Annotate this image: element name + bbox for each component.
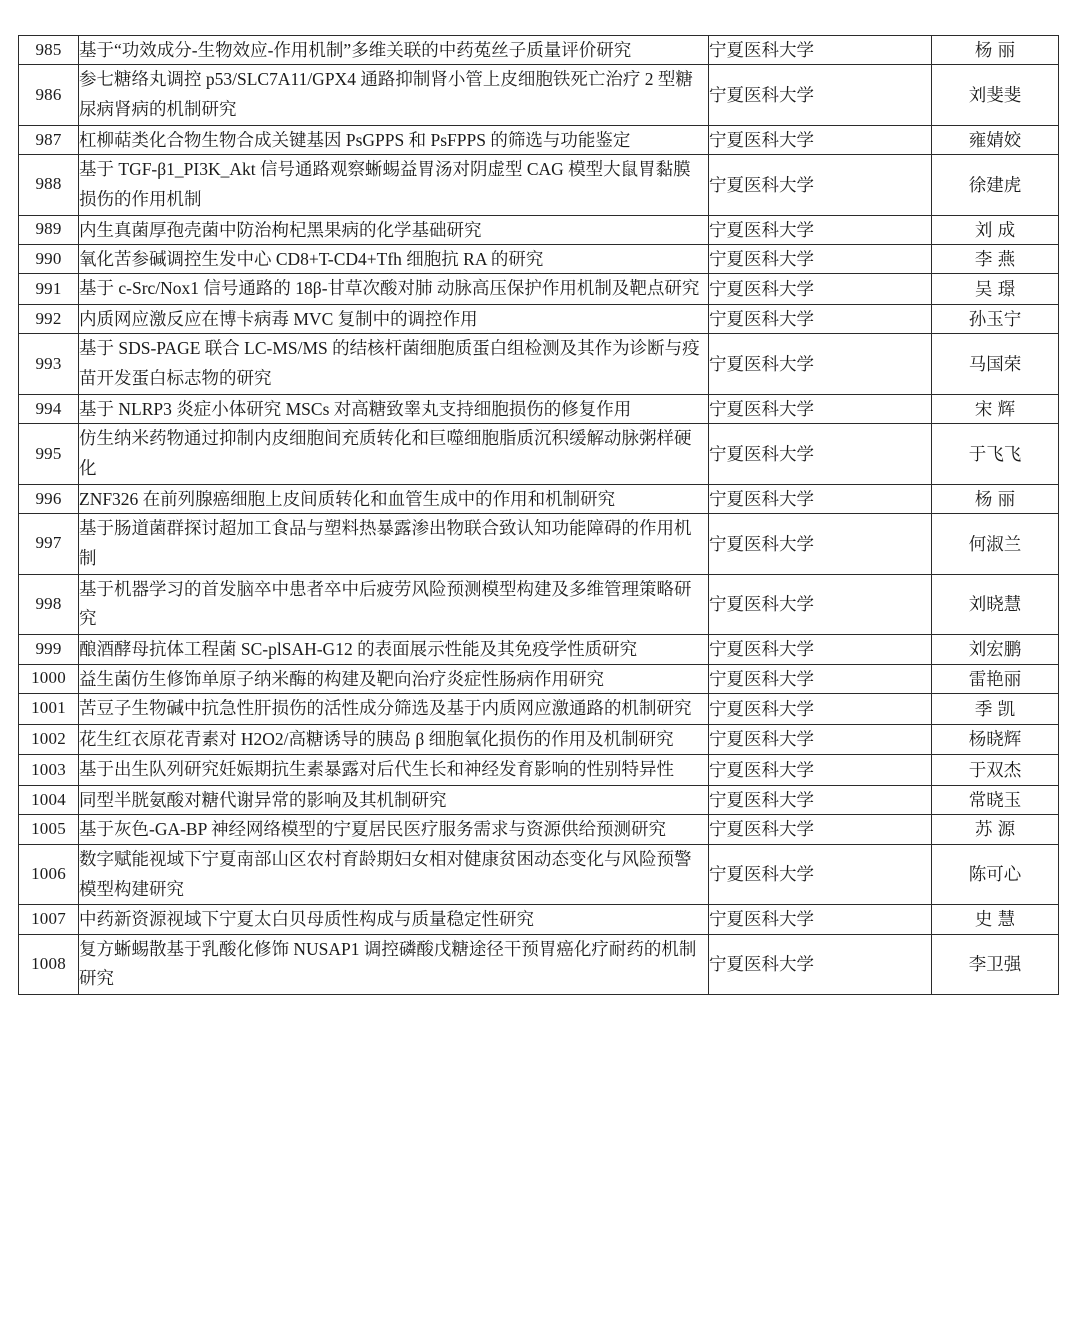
project-title-cell: 苦豆子生物碱中抗急性肝损伤的活性成分筛选及基于内质网应激通路的机制研究: [79, 693, 709, 724]
row-number-cell: 1004: [19, 786, 79, 815]
row-number-cell: 986: [19, 65, 79, 126]
project-leader-cell: 何淑兰: [932, 514, 1059, 575]
row-number-cell: 1002: [19, 724, 79, 755]
table-row: [19, 514, 1059, 575]
project-title-cell: 基于灰色-GA-BP 神经网络模型的宁夏居民医疗服务需求与资源供给预测研究: [79, 815, 709, 844]
applicant-organization-cell: 宁夏医科大学: [709, 786, 932, 815]
table-body: [19, 36, 1059, 995]
project-leader-cell: 徐建虎: [932, 155, 1059, 216]
project-leader-cell: 刘成: [932, 215, 1059, 244]
project-leader-cell: 季凯: [932, 693, 1059, 724]
applicant-organization-cell: 宁夏医科大学: [709, 844, 932, 905]
applicant-organization-cell: 宁夏医科大学: [709, 125, 932, 154]
project-title-cell: 中药新资源视域下宁夏太白贝母质性构成与质量稳定性研究: [79, 905, 709, 934]
project-leader-cell: 雷艳丽: [932, 664, 1059, 693]
applicant-organization-cell: 宁夏医科大学: [709, 905, 932, 934]
row-number-cell: 988: [19, 155, 79, 216]
project-title-cell: 基于 NLRP3 炎症小体研究 MSCs 对高糖致睾丸支持细胞损伤的修复作用: [79, 394, 709, 423]
row-number-cell: 987: [19, 125, 79, 154]
row-number-cell: 1005: [19, 815, 79, 844]
project-title-cell: 内质网应激反应在博卡病毒 MVC 复制中的调控作用: [79, 305, 709, 334]
project-leader-cell: 刘晓慧: [932, 574, 1059, 635]
applicant-organization-cell: 宁夏医科大学: [709, 514, 932, 575]
project-title-cell: 同型半胱氨酸对糖代谢异常的影响及其机制研究: [79, 786, 709, 815]
table-row: [19, 484, 1059, 513]
project-title-cell: 基于机器学习的首发脑卒中患者卒中后疲劳风险预测模型构建及多维管理策略研究: [79, 574, 709, 635]
row-number-cell: 990: [19, 245, 79, 274]
applicant-organization-cell: 宁夏医科大学: [709, 334, 932, 395]
row-number-cell: 991: [19, 274, 79, 305]
row-number-cell: 994: [19, 394, 79, 423]
project-title-cell: 基于肠道菌群探讨超加工食品与塑料热暴露渗出物联合致认知功能障碍的作用机制: [79, 514, 709, 575]
project-title-cell: ZNF326 在前列腺癌细胞上皮间质转化和血管生成中的作用和机制研究: [79, 484, 709, 513]
project-title-cell: 杠柳萜类化合物生物合成关键基因 PsGPPS 和 PsFPPS 的筛选与功能鉴定: [79, 125, 709, 154]
project-leader-cell: 常晓玉: [932, 786, 1059, 815]
project-leader-cell: 史慧: [932, 905, 1059, 934]
project-title-cell: 氧化苦参碱调控生发中心 CD8+T-CD4+Tfh 细胞抗 RA 的研究: [79, 245, 709, 274]
table-row: [19, 635, 1059, 664]
row-number-cell: 1008: [19, 934, 79, 995]
project-title-cell: 基于出生队列研究妊娠期抗生素暴露对后代生长和神经发育影响的性别特异性: [79, 755, 709, 786]
applicant-organization-cell: 宁夏医科大学: [709, 305, 932, 334]
project-title-cell: 花生红衣原花青素对 H2O2/高糖诱导的胰岛 β 细胞氧化损伤的作用及机制研究: [79, 724, 709, 755]
table-row: [19, 786, 1059, 815]
table-row: [19, 844, 1059, 905]
table-row: [19, 36, 1059, 65]
project-leader-cell: 孙玉宁: [932, 305, 1059, 334]
row-number-cell: 1003: [19, 755, 79, 786]
applicant-organization-cell: 宁夏医科大学: [709, 934, 932, 995]
applicant-organization-cell: 宁夏医科大学: [709, 724, 932, 755]
applicant-organization-cell: 宁夏医科大学: [709, 424, 932, 485]
row-number-cell: 999: [19, 635, 79, 664]
applicant-organization-cell: 宁夏医科大学: [709, 65, 932, 126]
row-number-cell: 989: [19, 215, 79, 244]
row-number-cell: 998: [19, 574, 79, 635]
applicant-organization-cell: 宁夏医科大学: [709, 574, 932, 635]
project-title-cell: 复方蜥蜴散基于乳酸化修饰 NUSAP1 调控磷酸戊糖途径干预胃癌化疗耐药的机制研究: [79, 934, 709, 995]
project-leader-cell: 刘斐斐: [932, 65, 1059, 126]
table-row: [19, 274, 1059, 305]
project-leader-cell: 雍婧姣: [932, 125, 1059, 154]
project-title-cell: 参七糖络丸调控 p53/SLC7A11/GPX4 通路抑制肾小管上皮细胞铁死亡治疗 2 型糖尿病肾病的机制研究: [79, 65, 709, 126]
project-leader-cell: 吴璟: [932, 274, 1059, 305]
project-leader-cell: 于双杰: [932, 755, 1059, 786]
project-title-cell: 酿酒酵母抗体工程菌 SC-plSAH-G12 的表面展示性能及其免疫学性质研究: [79, 635, 709, 664]
applicant-organization-cell: 宁夏医科大学: [709, 36, 932, 65]
row-number-cell: 996: [19, 484, 79, 513]
project-leader-cell: 杨丽: [932, 36, 1059, 65]
table-row: [19, 394, 1059, 423]
row-number-cell: 985: [19, 36, 79, 65]
row-number-cell: 995: [19, 424, 79, 485]
applicant-organization-cell: 宁夏医科大学: [709, 155, 932, 216]
project-title-cell: 益生菌仿生修饰单原子纳米酶的构建及靶向治疗炎症性肠病作用研究: [79, 664, 709, 693]
project-leader-cell: 于飞飞: [932, 424, 1059, 485]
table-row: [19, 334, 1059, 395]
table-row: [19, 245, 1059, 274]
project-leader-cell: 刘宏鹏: [932, 635, 1059, 664]
applicant-organization-cell: 宁夏医科大学: [709, 215, 932, 244]
applicant-organization-cell: 宁夏医科大学: [709, 635, 932, 664]
row-number-cell: 1007: [19, 905, 79, 934]
table-row: [19, 815, 1059, 844]
row-number-cell: 997: [19, 514, 79, 575]
project-leader-cell: 宋辉: [932, 394, 1059, 423]
table-row: [19, 305, 1059, 334]
table-row: [19, 934, 1059, 995]
project-title-cell: 数字赋能视域下宁夏南部山区农村育龄期妇女相对健康贫困动态变化与风险预警模型构建研究: [79, 844, 709, 905]
project-leader-cell: 李卫强: [932, 934, 1059, 995]
applicant-organization-cell: 宁夏医科大学: [709, 274, 932, 305]
project-leader-cell: 杨晓辉: [932, 724, 1059, 755]
project-title-cell: 基于 SDS-PAGE 联合 LC-MS/MS 的结核杆菌细胞质蛋白组检测及其作为诊断与疫苗开发蛋白标志物的研究: [79, 334, 709, 395]
applicant-organization-cell: 宁夏医科大学: [709, 664, 932, 693]
table-row: [19, 125, 1059, 154]
project-leader-cell: 苏源: [932, 815, 1059, 844]
project-title-cell: 基于 TGF-β1_PI3K_Akt 信号通路观察蜥蜴益胃汤对阴虚型 CAG 模型大鼠胃黏膜损伤的作用机制: [79, 155, 709, 216]
table-row: [19, 664, 1059, 693]
table-row: [19, 724, 1059, 755]
project-leader-cell: 马国荣: [932, 334, 1059, 395]
project-leader-cell: 陈可心: [932, 844, 1059, 905]
applicant-organization-cell: 宁夏医科大学: [709, 394, 932, 423]
applicant-organization-cell: 宁夏医科大学: [709, 484, 932, 513]
applicant-organization-cell: 宁夏医科大学: [709, 245, 932, 274]
applicant-organization-cell: 宁夏医科大学: [709, 693, 932, 724]
table-row: [19, 155, 1059, 216]
table-row: [19, 755, 1059, 786]
table-row: [19, 424, 1059, 485]
table-row: [19, 574, 1059, 635]
row-number-cell: 993: [19, 334, 79, 395]
applicant-organization-cell: 宁夏医科大学: [709, 755, 932, 786]
row-number-cell: 1000: [19, 664, 79, 693]
table-row: [19, 693, 1059, 724]
project-title-cell: 仿生纳米药物通过抑制内皮细胞间充质转化和巨噬细胞脂质沉积缓解动脉粥样硬化: [79, 424, 709, 485]
project-title-cell: 内生真菌厚孢壳菌中防治枸杞黑果病的化学基础研究: [79, 215, 709, 244]
project-title-cell: 基于 c-Src/Nox1 信号通路的 18β-甘草次酸对肺 动脉高压保护作用机制及靶点研究: [79, 274, 709, 305]
row-number-cell: 1006: [19, 844, 79, 905]
table-row: [19, 65, 1059, 126]
table-row: [19, 215, 1059, 244]
applicant-organization-cell: 宁夏医科大学: [709, 815, 932, 844]
row-number-cell: 1001: [19, 693, 79, 724]
project-leader-cell: 李燕: [932, 245, 1059, 274]
row-number-cell: 992: [19, 305, 79, 334]
project-title-cell: 基于“功效成分-生物效应-作用机制”多维关联的中药菟丝子质量评价研究: [79, 36, 709, 65]
project-leader-cell: 杨丽: [932, 484, 1059, 513]
table-row: [19, 905, 1059, 934]
project-list-table: [18, 35, 1059, 995]
